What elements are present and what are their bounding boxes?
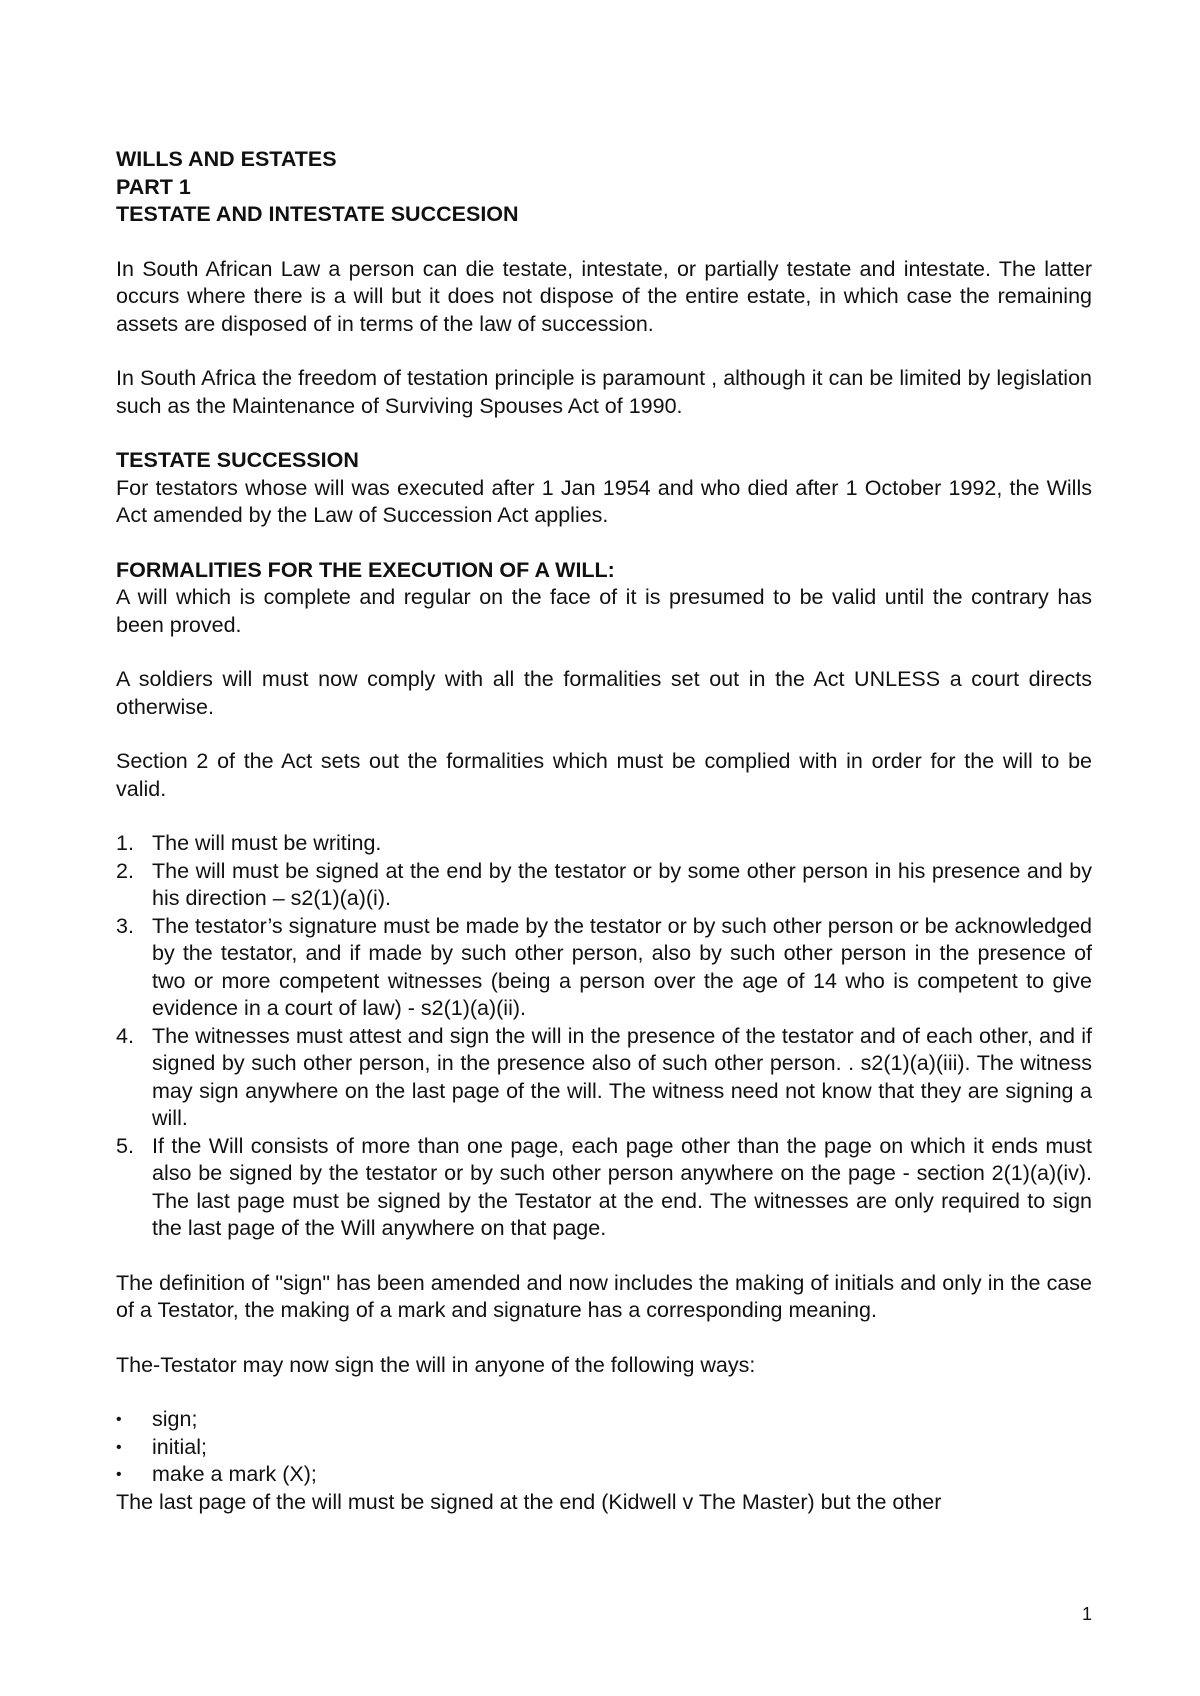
bullet-icon: • bbox=[116, 1466, 122, 1483]
bullet-item bbox=[116, 1461, 1092, 1489]
list-item bbox=[116, 913, 1092, 1023]
list-item-text: The will must be writing. bbox=[152, 831, 382, 855]
testate-heading: TESTATE SUCCESSION bbox=[116, 448, 359, 472]
list-number: 3. bbox=[116, 913, 134, 938]
bullet-text: sign; bbox=[152, 1407, 198, 1431]
last-line: The last page of the will must be signed at the end (Kidwell v The Master) but the other bbox=[116, 1489, 942, 1514]
bullet-icon: • bbox=[116, 1411, 122, 1428]
formalities-section bbox=[116, 557, 1092, 640]
list-item-text: If the Will consists of more than one page, each page other than the page on which it ends must also be signed by the testator or by such other person anywhere on the page - section 2(1)(a)(iv). The last page must be signed by the Testator at the end. The witnesses are only required to sign the last page of the Will anywhere on that page. bbox=[152, 1133, 1092, 1240]
bullet-icon: • bbox=[116, 1438, 122, 1456]
formalities-text: A will which is complete and regular on the face of it is presumed to be valid until the contrary has been proved. bbox=[116, 585, 1092, 637]
requirements-list bbox=[116, 830, 1092, 1243]
list-number: 5. bbox=[116, 1133, 134, 1158]
list-item-text: The testator’s signature must be made by the testator or by such other person or be acknowledged by the testator, and if made by such other person, also by such other person in the presence of two or more competent witnesses (being a person over the age of 14 who is competent to give evidence in a court of law) - s2(1)(a)(ii). bbox=[152, 913, 1092, 1020]
bullet-item bbox=[116, 1434, 1092, 1462]
document-body bbox=[116, 146, 1092, 1516]
list-number: 1. bbox=[116, 831, 134, 855]
list-item-text: The will must be signed at the end by the testator or by some other person in his presence and by his direction – s2(1)(a)(i). bbox=[152, 858, 1092, 910]
testate-section bbox=[116, 447, 1092, 530]
intro-paragraph-2: In South Africa the freedom of testation principle is paramount , although it can be limited by legislation such as the Maintenance of Surviving Spouses Act of 1990. bbox=[116, 366, 1092, 418]
soldiers-paragraph: A soldiers will must now comply with all the formalities set out in the Act UNLESS a court directs otherwise. bbox=[116, 667, 1092, 719]
list-item bbox=[116, 1023, 1092, 1133]
list-number: 4. bbox=[116, 1023, 134, 1048]
bullet-text: make a mark (X); bbox=[152, 1462, 317, 1486]
intro-paragraph-1: In South African Law a person can die testate, intestate, or partially testate and intestate. The latter occurs where there is a will but it does not dispose of the entire estate, in which case the remaining assets are disposed of in terms of the law of succession. bbox=[116, 256, 1092, 336]
document-title bbox=[116, 146, 1092, 229]
bullet-text: initial; bbox=[152, 1434, 207, 1459]
title-line-1: WILLS AND ESTATES bbox=[116, 147, 337, 171]
bullet-item bbox=[116, 1406, 1092, 1434]
page-number: 1 bbox=[1081, 1604, 1092, 1624]
testate-text: For testators whose will was executed after 1 Jan 1954 and who died after 1 October 1992, the Wills Act amended by the Law of Succession Act applies. bbox=[116, 475, 1092, 527]
title-line-2: PART 1 bbox=[116, 174, 191, 199]
title-line-3: TESTATE AND INTESTATE SUCCESION bbox=[116, 202, 519, 226]
list-item-text: The witnesses must attest and sign the will in the presence of the testator and of each other, and if signed by such other person, in the presence also of such other person. . s2(1)(a)(iii). The witness may sign anywhere on the last page of the will. The witness need not know that they are signing a will. bbox=[152, 1023, 1092, 1130]
ways-intro-paragraph: The-Testator may now sign the will in anyone of the following ways: bbox=[116, 1352, 756, 1377]
list-item bbox=[116, 830, 1092, 858]
section2-paragraph: Section 2 of the Act sets out the formalities which must be complied with in order for the will to be valid. bbox=[116, 749, 1092, 801]
list-number: 2. bbox=[116, 858, 134, 883]
list-item bbox=[116, 858, 1092, 913]
list-item bbox=[116, 1133, 1092, 1243]
formalities-heading: FORMALITIES FOR THE EXECUTION OF A WILL: bbox=[116, 557, 615, 582]
signing-ways-list bbox=[116, 1406, 1092, 1489]
definition-paragraph: The definition of "sign" has been amended and now includes the making of initials and only in the case of a Testator, the making of a mark and signature has a corresponding meaning. bbox=[116, 1270, 1092, 1322]
